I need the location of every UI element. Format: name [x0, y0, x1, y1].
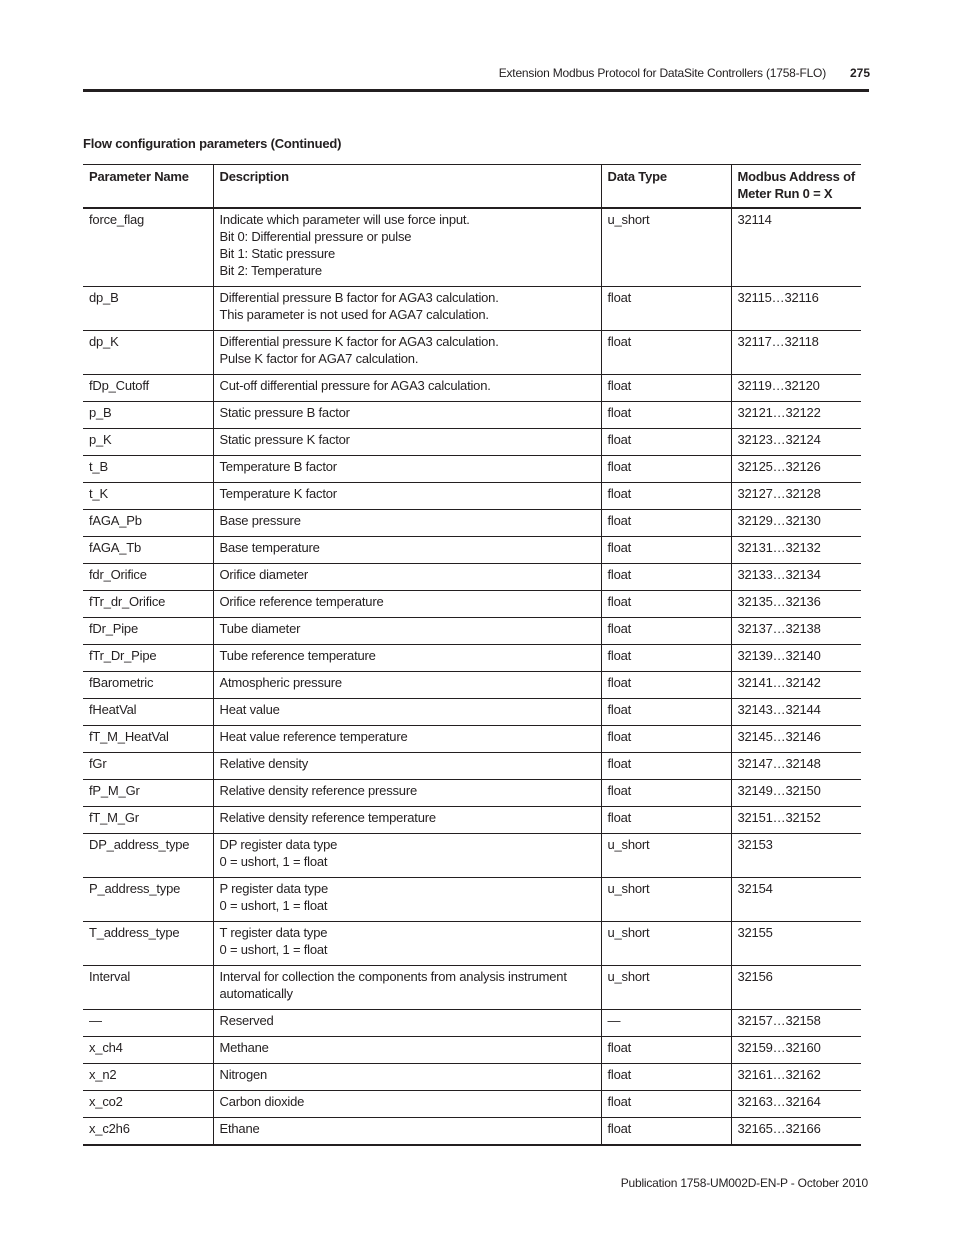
data-type-cell: float — [601, 331, 731, 375]
parameter-name-cell: fT_M_HeatVal — [83, 726, 213, 753]
page-number: 275 — [850, 66, 871, 80]
parameter-name-cell: fGr — [83, 753, 213, 780]
table-row — [83, 402, 861, 429]
parameter-name-cell: fdr_Orifice — [83, 564, 213, 591]
description-line: Interval for collection the components from analysis instrument automatically — [219, 969, 567, 1001]
data-type-cell: float — [601, 483, 731, 510]
table-row — [83, 375, 861, 402]
table-row — [83, 331, 861, 375]
parameter-name-cell: x_ch4 — [83, 1037, 213, 1064]
description-line: Heat value reference temperature — [219, 729, 408, 744]
description-cell — [213, 429, 601, 456]
table-row — [83, 726, 861, 753]
modbus-address-cell: 32154 — [731, 878, 861, 922]
table-row — [83, 208, 861, 287]
description-line: Differential pressure B factor for AGA3 calculation. — [219, 290, 499, 305]
description-line: Static pressure K factor — [219, 432, 350, 447]
parameter-name-cell: dp_K — [83, 331, 213, 375]
modbus-address-cell: 32161…32162 — [731, 1064, 861, 1091]
data-type-cell: float — [601, 807, 731, 834]
description-cell — [213, 287, 601, 331]
description-line: Orifice diameter — [219, 567, 309, 582]
description-line: Ethane — [219, 1121, 260, 1136]
data-type-cell: float — [601, 1037, 731, 1064]
modbus-address-cell: 32121…32122 — [731, 402, 861, 429]
description-cell — [213, 699, 601, 726]
modbus-address-cell: 32147…32148 — [731, 753, 861, 780]
description-line: Differential pressure K factor for AGA3 calculation. — [219, 334, 499, 349]
modbus-address-cell: 32125…32126 — [731, 456, 861, 483]
modbus-address-cell: 32117…32118 — [731, 331, 861, 375]
parameter-name-cell: — — [83, 1010, 213, 1037]
data-type-cell: — — [601, 1010, 731, 1037]
parameter-name-cell: x_co2 — [83, 1091, 213, 1118]
parameter-name-cell: force_flag — [83, 208, 213, 287]
table-row — [83, 878, 861, 922]
data-type-cell: float — [601, 1118, 731, 1146]
description-line: T register data type — [219, 925, 328, 940]
description-cell — [213, 618, 601, 645]
parameter-name-cell: fTr_Dr_Pipe — [83, 645, 213, 672]
data-type-cell: float — [601, 1064, 731, 1091]
data-type-cell: float — [601, 375, 731, 402]
description-cell — [213, 753, 601, 780]
description-line: Atmospheric pressure — [219, 675, 342, 690]
table-row — [83, 645, 861, 672]
modbus-address-cell: 32143…32144 — [731, 699, 861, 726]
table-row — [83, 672, 861, 699]
data-type-cell: float — [601, 456, 731, 483]
parameter-name-cell: fAGA_Pb — [83, 510, 213, 537]
column-header-modbus-address: Modbus Address of Meter Run 0 = X — [731, 165, 861, 209]
running-header-title: Extension Modbus Protocol for DataSite Controllers (1758-FLO) — [498, 66, 826, 80]
description-line: Temperature K factor — [219, 486, 337, 501]
modbus-address-cell: 32123…32124 — [731, 429, 861, 456]
description-cell — [213, 1118, 601, 1146]
description-line: Nitrogen — [219, 1067, 268, 1082]
parameter-name-cell: x_n2 — [83, 1064, 213, 1091]
description-line: Base pressure — [219, 513, 301, 528]
description-cell — [213, 510, 601, 537]
description-cell — [213, 208, 601, 287]
description-cell — [213, 1064, 601, 1091]
parameter-name-cell: fBarometric — [83, 672, 213, 699]
table-row — [83, 1037, 861, 1064]
column-header-parameter-name: Parameter Name — [83, 165, 213, 209]
table-row — [83, 429, 861, 456]
description-cell — [213, 1091, 601, 1118]
table-row — [83, 834, 861, 878]
parameter-name-cell: fHeatVal — [83, 699, 213, 726]
parameter-name-cell: p_B — [83, 402, 213, 429]
data-type-cell: float — [601, 287, 731, 331]
modbus-address-cell: 32133…32134 — [731, 564, 861, 591]
data-type-cell: float — [601, 564, 731, 591]
description-cell — [213, 672, 601, 699]
modbus-address-cell: 32155 — [731, 922, 861, 966]
modbus-address-cell: 32137…32138 — [731, 618, 861, 645]
table-row — [83, 510, 861, 537]
parameter-name-cell: T_address_type — [83, 922, 213, 966]
description-cell — [213, 780, 601, 807]
data-type-cell: float — [601, 1091, 731, 1118]
description-line: Carbon dioxide — [219, 1094, 305, 1109]
table-row — [83, 618, 861, 645]
table-row — [83, 922, 861, 966]
modbus-address-cell: 32131…32132 — [731, 537, 861, 564]
table-title: Flow configuration parameters (Continued) — [83, 136, 342, 151]
description-line: Static pressure B factor — [219, 405, 350, 420]
modbus-address-cell: 32129…32130 — [731, 510, 861, 537]
description-line: DP register data type — [219, 837, 338, 852]
description-line: Relative density — [219, 756, 309, 771]
data-type-cell: float — [601, 618, 731, 645]
description-cell — [213, 807, 601, 834]
description-line: Relative density reference temperature — [219, 810, 436, 825]
parameter-name-cell: P_address_type — [83, 878, 213, 922]
description-cell — [213, 402, 601, 429]
data-type-cell: float — [601, 591, 731, 618]
data-type-cell: u_short — [601, 834, 731, 878]
table-row — [83, 564, 861, 591]
description-line: Bit 0: Differential pressure or pulse — [219, 229, 412, 244]
parameter-name-cell: t_B — [83, 456, 213, 483]
parameter-name-cell: p_K — [83, 429, 213, 456]
description-line: P register data type — [219, 881, 328, 896]
description-cell — [213, 483, 601, 510]
modbus-address-cell: 32165…32166 — [731, 1118, 861, 1146]
modbus-address-cell: 32159…32160 — [731, 1037, 861, 1064]
description-cell — [213, 1037, 601, 1064]
description-line: Base temperature — [219, 540, 320, 555]
modbus-address-cell: 32119…32120 — [731, 375, 861, 402]
parameter-name-cell: x_c2h6 — [83, 1118, 213, 1146]
table-row — [83, 699, 861, 726]
description-line: Cut-off differential pressure for AGA3 calculation. — [219, 378, 491, 393]
data-type-cell: u_short — [601, 878, 731, 922]
data-type-cell: float — [601, 753, 731, 780]
table-header-row — [83, 165, 861, 209]
parameter-name-cell: fAGA_Tb — [83, 537, 213, 564]
table-row — [83, 966, 861, 1010]
table-row — [83, 456, 861, 483]
description-line: Indicate which parameter will use force input. — [219, 212, 470, 227]
description-line: This parameter is not used for AGA7 calculation. — [219, 307, 489, 322]
parameter-name-cell: fP_M_Gr — [83, 780, 213, 807]
table-row — [83, 807, 861, 834]
parameter-name-cell: fT_M_Gr — [83, 807, 213, 834]
table-row — [83, 483, 861, 510]
data-type-cell: float — [601, 672, 731, 699]
data-type-cell: float — [601, 510, 731, 537]
description-cell — [213, 834, 601, 878]
data-type-cell: u_short — [601, 966, 731, 1010]
description-line: 0 = ushort, 1 = float — [219, 854, 328, 869]
parameter-name-cell: Interval — [83, 966, 213, 1010]
flow-configuration-table — [83, 164, 861, 1146]
modbus-address-cell: 32141…32142 — [731, 672, 861, 699]
table-row — [83, 1010, 861, 1037]
description-cell — [213, 966, 601, 1010]
column-header-data-type: Data Type — [601, 165, 731, 209]
description-cell — [213, 456, 601, 483]
description-line: Heat value — [219, 702, 280, 717]
data-type-cell: u_short — [601, 208, 731, 287]
parameter-name-cell: fDp_Cutoff — [83, 375, 213, 402]
modbus-address-cell: 32151…32152 — [731, 807, 861, 834]
modbus-address-cell: 32139…32140 — [731, 645, 861, 672]
table-row — [83, 537, 861, 564]
data-type-cell: float — [601, 780, 731, 807]
description-cell — [213, 878, 601, 922]
table-body — [83, 208, 861, 1145]
data-type-cell: float — [601, 402, 731, 429]
description-cell — [213, 537, 601, 564]
modbus-address-cell: 32163…32164 — [731, 1091, 861, 1118]
publication-footer: Publication 1758-UM002D-EN-P - October 2010 — [620, 1176, 868, 1190]
modbus-address-cell: 32145…32146 — [731, 726, 861, 753]
table-row — [83, 780, 861, 807]
description-line: Temperature B factor — [219, 459, 337, 474]
table-row — [83, 1118, 861, 1146]
table-row — [83, 1091, 861, 1118]
column-header-description: Description — [213, 165, 601, 209]
description-cell — [213, 726, 601, 753]
data-type-cell: float — [601, 645, 731, 672]
parameter-name-cell: dp_B — [83, 287, 213, 331]
table-row — [83, 591, 861, 618]
data-type-cell: float — [601, 726, 731, 753]
modbus-address-cell: 32153 — [731, 834, 861, 878]
description-cell — [213, 591, 601, 618]
description-line: Tube diameter — [219, 621, 301, 636]
description-line: Pulse K factor for AGA7 calculation. — [219, 351, 419, 366]
modbus-address-cell: 32135…32136 — [731, 591, 861, 618]
modbus-address-cell: 32115…32116 — [731, 287, 861, 331]
parameter-name-cell: fDr_Pipe — [83, 618, 213, 645]
modbus-address-cell: 32149…32150 — [731, 780, 861, 807]
description-line: Methane — [219, 1040, 269, 1055]
parameter-name-cell: t_K — [83, 483, 213, 510]
table-row — [83, 1064, 861, 1091]
table-row — [83, 753, 861, 780]
description-line: 0 = ushort, 1 = float — [219, 942, 328, 957]
description-cell — [213, 375, 601, 402]
data-type-cell: u_short — [601, 922, 731, 966]
description-line: Relative density reference pressure — [219, 783, 417, 798]
table-row — [83, 287, 861, 331]
data-type-cell: float — [601, 699, 731, 726]
description-cell — [213, 645, 601, 672]
data-type-cell: float — [601, 537, 731, 564]
description-line: Reserved — [219, 1013, 274, 1028]
description-line: Tube reference temperature — [219, 648, 376, 663]
parameter-name-cell: fTr_dr_Orifice — [83, 591, 213, 618]
data-type-cell: float — [601, 429, 731, 456]
header-rule — [83, 89, 869, 92]
modbus-address-cell: 32157…32158 — [731, 1010, 861, 1037]
modbus-address-cell: 32156 — [731, 966, 861, 1010]
modbus-address-cell: 32114 — [731, 208, 861, 287]
description-cell — [213, 564, 601, 591]
modbus-address-cell: 32127…32128 — [731, 483, 861, 510]
description-cell — [213, 1010, 601, 1037]
description-line: Bit 1: Static pressure — [219, 246, 336, 261]
description-cell — [213, 331, 601, 375]
description-line: Bit 2: Temperature — [219, 263, 322, 278]
description-line: 0 = ushort, 1 = float — [219, 898, 328, 913]
description-line: Orifice reference temperature — [219, 594, 384, 609]
description-cell — [213, 922, 601, 966]
parameter-name-cell: DP_address_type — [83, 834, 213, 878]
